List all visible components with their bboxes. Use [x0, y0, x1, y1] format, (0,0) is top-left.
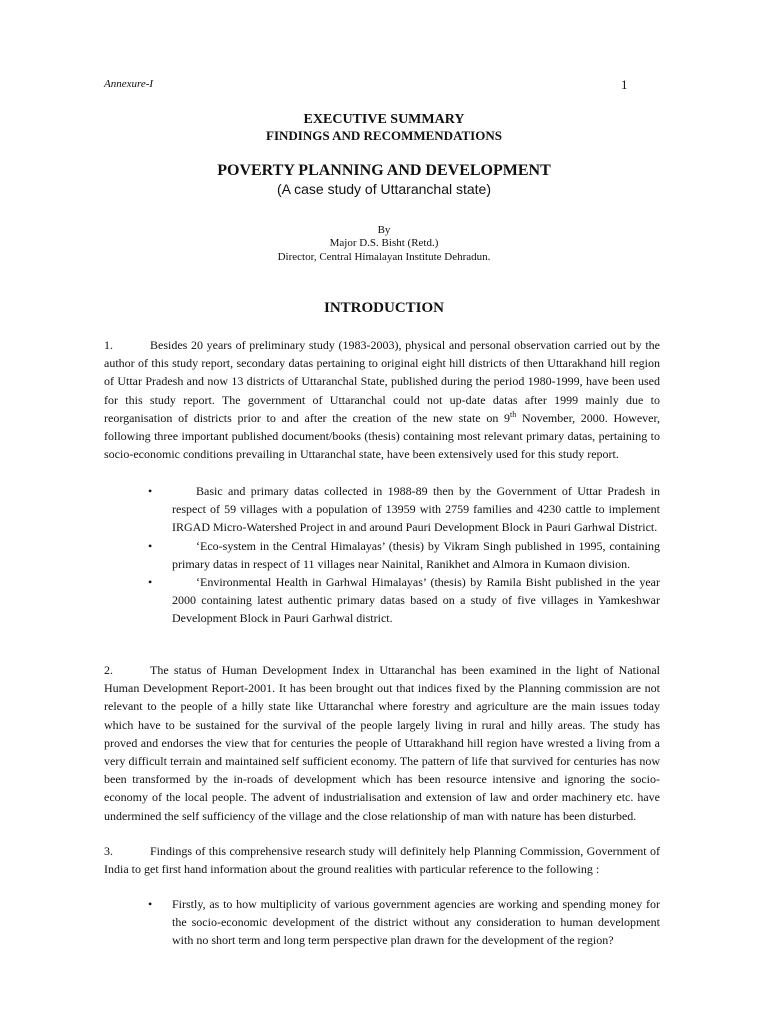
list-item-text: Firstly, as to how multiplicity of various government agencies are working and spending money for the socio-economic development of the district without any consideration to human development with no short term and long term perspective plan drawn for the development of the region?	[172, 897, 660, 948]
bullet-list-sources	[104, 482, 660, 628]
paragraph-2	[104, 661, 660, 825]
paragraph-number: 2.	[104, 663, 113, 677]
paragraph-1-text-a: Besides 20 years of preliminary study (1983-2003), physical and personal observation carried out by the author of this study report, secondary datas pertaining to original eight hill districts of then Uttarakhand hill region of Uttar Pradesh and now 13 districts of Uttaranchal State, published during the period 1980-1999, have been used for this study report. The government of Uttaranchal could not up-date datas after 1999 mainly due to reorganisation of districts prior to and after the creation of the new state on 9	[104, 338, 660, 425]
bullet-icon: •	[148, 575, 153, 590]
section-heading-introduction: INTRODUCTION	[323, 300, 444, 316]
bullet-icon: •	[148, 897, 153, 911]
document-subtitle: (A case study of Uttaranchal state)	[277, 181, 491, 197]
page-number: 1	[621, 77, 628, 92]
bullet-list-findings	[104, 895, 660, 950]
paragraph-number: 3.	[104, 844, 113, 858]
author-affiliation: Director, Central Himalayan Institute Dehradun.	[277, 251, 491, 263]
list-item	[104, 537, 660, 573]
paragraph-number: 1.	[104, 338, 113, 352]
list-item	[104, 482, 660, 537]
list-item-text: ‘Eco-system in the Central Himalayas’ (thesis) by Vikram Singh published in 1995, containing primary datas in respect of 11 villages near Nainital, Ranikhet and Almora in Kumaon division.	[172, 538, 660, 571]
paragraph-1	[104, 336, 660, 463]
ordinal-suffix: th	[510, 409, 517, 419]
author-name: Major D.S. Bisht (Retd.)	[329, 237, 439, 249]
list-item	[104, 573, 660, 628]
paragraph-1-text-b: November, 2000. However, following three important published document/books (thesis) containing most relevant primary datas, pertaining to socio-economic conditions prevailing in Uttaranchal state, have been extensively used for this study report.	[104, 410, 660, 462]
by-line: By	[377, 224, 391, 236]
list-item-text: Basic and primary datas collected in 1988-89 then by the Government of Uttar Pradesh in respect of 59 villages with a population of 13959 with 2759 families and 4230 cattle to implement IRGAD Micro-Watershed Project in and around Pauri Development Block in Pauri Garhwal District.	[172, 484, 660, 535]
list-item	[104, 895, 660, 950]
document-title: POVERTY PLANNING AND DEVELOPMENT	[217, 162, 551, 179]
paragraph-3-text: Findings of this comprehensive research study will definitely help Planning Commission, Government of India to get first hand information about the ground realities with particular reference to the following :	[104, 844, 660, 877]
list-item-text: ‘Environmental Health in Garhwal Himalayas’ (thesis) by Ramila Bisht published in the year 2000 containing latest authentic primary datas based on a study of five villages in Yamkeshwar Development Block in Pauri Garhwal district.	[172, 575, 660, 626]
executive-summary-heading: EXECUTIVE SUMMARY	[303, 112, 465, 127]
findings-heading: FINDINGS AND RECOMMENDATIONS	[266, 128, 502, 143]
paragraph-3	[104, 842, 660, 878]
annexure-label: Annexure-I	[104, 78, 154, 90]
bullet-icon: •	[148, 484, 153, 498]
paragraph-2-text: The status of Human Development Index in Uttaranchal has been examined in the light of National Human Development Report-2001. It has been brought out that indices fixed by the Planning commission are not relevant to the people of a hilly state like Uttaranchal where forestry and agriculture are the main issues today which have to be sustained for the survival of the people largely living in rural and hilly areas. The study has proved and endorses the view that for centuries the people of Uttarakhand hill region have wrested a living from a very difficult terrain and maintained self sufficient economy. The pattern of life that survived for centuries has now been transformed by the in-roads of development which has been resource intensive and ignoring the socio-economy of the local people. The advent of industrialisation and extension of law and order machinery etc. have undermined the self sufficiency of the village and the close relationship of man with nature has been disturbed.	[104, 663, 660, 823]
bullet-icon: •	[148, 538, 153, 553]
